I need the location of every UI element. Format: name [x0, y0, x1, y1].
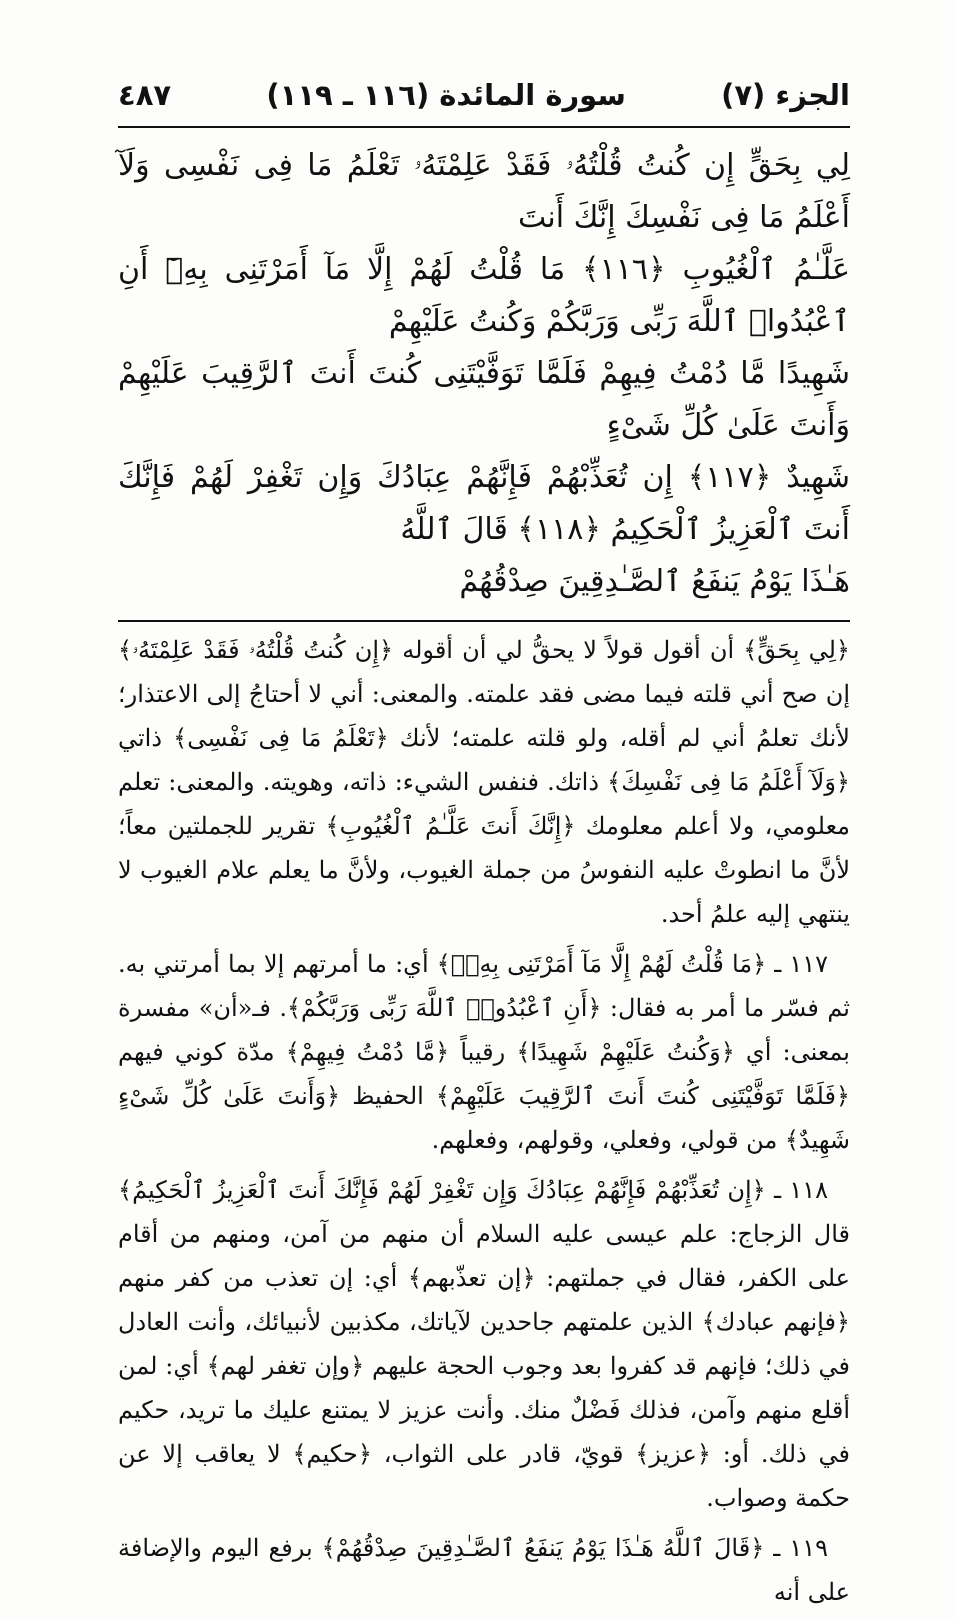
- commentary-paragraph: ١١٧ ـ ﴿مَا قُلْتُ لَهُمْ إِلَّا مَآ أَمَرْتَنِى بِهِۦٓ﴾ أي: ما أمرتهم إلا بما أمرتني به. ثم فسّر ما أمر به فقال: ﴿أَنِ ٱعْبُدُوا۟ ٱللَّهَ رَبِّى وَرَبَّكُمْ﴾. فـ«أن» مفسرة بمعنى: أي ﴿وَكُنتُ عَلَيْهِمْ شَهِيدًا﴾ رقيباً ﴿مَّا دُمْتُ فِيهِمْ﴾ مدّة كوني فيهم ﴿فَلَمَّا تَوَفَّيْتَنِى كُنتَ أَنتَ ٱلرَّقِيبَ عَلَيْهِمْ﴾ الحفيظ ﴿وَأَنتَ عَلَىٰ كُلِّ شَىْءٍ شَهِيدٌ﴾ من قولي، وفعلي، وقولهم، وفعلهم.: [118, 950, 850, 1154]
- quran-text-block: [118, 140, 850, 608]
- surah-title: سورة المائدة (١١٦ ـ ١١٩): [266, 78, 626, 112]
- quran-line: لِي بِحَقٍّ إِن كُنتُ قُلْتُهُۥ فَقَدْ عَلِمْتَهُۥ تَعْلَمُ مَا فِى نَفْسِى وَلَآ أَعْلَمُ مَا فِى نَفْسِكَ إِنَّكَ أَنتَ: [118, 148, 850, 235]
- page-header: [118, 78, 850, 126]
- header-rule: [118, 126, 850, 128]
- commentary-paragraph: ١١٨ ـ ﴿إِن تُعَذِّبْهُمْ فَإِنَّهُمْ عِبَادُكَ وَإِن تَغْفِرْ لَهُمْ فَإِنَّكَ أَنتَ ٱلْعَزِيزُ ٱلْحَكِيمُ﴾ قال الزجاج: علم عيسى عليه السلام أن منهم من آمن، ومنهم من أقام على الكفر، فقال في جملتهم: ﴿إن تعذّبهم﴾ أي: إن تعذب من كفر منهم ﴿فإنهم عبادك﴾ الذين علمتهم جاحدين لآياتك، مكذبين لأنبيائك، وأنت العادل في ذلك؛ فإنهم قد كفروا بعد وجوب الحجة عليهم ﴿وإن تغفر لهم﴾ أي: لمن أقلع منهم وآمن، فذلك فَضْلٌ منك. وأنت عزيز لا يمتنع عليك ما تريد، حكيم في ذلك. أو: ﴿عزيز﴾ قويّ، قادر على الثواب، ﴿حكيم﴾ لا يعاقب إلا عن حكمة وصواب.: [118, 1176, 850, 1512]
- quran-line: شَهِيدًا مَّا دُمْتُ فِيهِمْ فَلَمَّا تَوَفَّيْتَنِى كُنتَ أَنتَ ٱلرَّقِيبَ عَلَيْهِمْ وَأَنتَ عَلَىٰ كُلِّ شَىْءٍ: [118, 356, 850, 443]
- page-number: ٤٨٧: [118, 78, 172, 112]
- quran-line: شَهِيدٌ ﴿١١٧﴾ إِن تُعَذِّبْهُمْ فَإِنَّهُمْ عِبَادُكَ وَإِن تَغْفِرْ لَهُمْ فَإِنَّكَ أَنتَ ٱلْعَزِيزُ ٱلْحَكِيمُ ﴿١١٨﴾ قَالَ ٱللَّهُ: [118, 460, 850, 547]
- page: [118, 78, 850, 1620]
- quran-line: عَلَّـٰمُ ٱلْغُيُوبِ ﴿١١٦﴾ مَا قُلْتُ لَهُمْ إِلَّا مَآ أَمَرْتَنِى بِهِۦٓ أَنِ ٱعْبُدُوا۟ ٱللَّهَ رَبِّى وَرَبَّكُمْ وَكُنتُ عَلَيْهِمْ: [118, 252, 850, 339]
- commentary-paragraph: ١١٩ ـ ﴿قَالَ ٱللَّهُ هَـٰذَا يَوْمُ يَنفَعُ ٱلصَّـٰدِقِينَ صِدْقُهُمْ﴾ برفع اليوم والإضافة على أنه: [118, 1534, 850, 1606]
- part-label: الجزء (٧): [721, 78, 850, 112]
- commentary-paragraph: ﴿لِي بِحَقٍّ﴾ أن أقول قولاً لا يحقُّ لي أن أقوله ﴿إِن كُنتُ قُلْتُهُۥ فَقَدْ عَلِمْتَهُۥ﴾ إن صح أني قلته فيما مضى فقد علمته. والمعنى: أني لا أحتاجُ إلى الاعتذار؛ لأنك تعلمُ أني لم أقله، ولو قلته علمته؛ لأنك ﴿تَعْلَمُ مَا فِى نَفْسِى﴾ ذاتي ﴿وَلَآ أَعْلَمُ مَا فِى نَفْسِكَ﴾ ذاتك. فنفس الشيء: ذاته، وهويته. والمعنى: تعلم معلومي، ولا أعلم معلومك ﴿إِنَّكَ أَنتَ عَلَّـٰمُ ٱلْغُيُوبِ﴾ تقرير للجملتين معاً؛ لأنَّ ما انطوتْ عليه النفوسُ من جملة الغيوب، ولأنَّ ما يعلم علام الغيوب لا ينتهي إليه علمُ أحد.: [118, 636, 851, 928]
- quran-line: هَـٰذَا يَوْمُ يَنفَعُ ٱلصَّـٰدِقِينَ صِدْقُهُمْ: [459, 564, 850, 599]
- section-divider: [118, 620, 850, 622]
- commentary-block: [118, 628, 850, 1614]
